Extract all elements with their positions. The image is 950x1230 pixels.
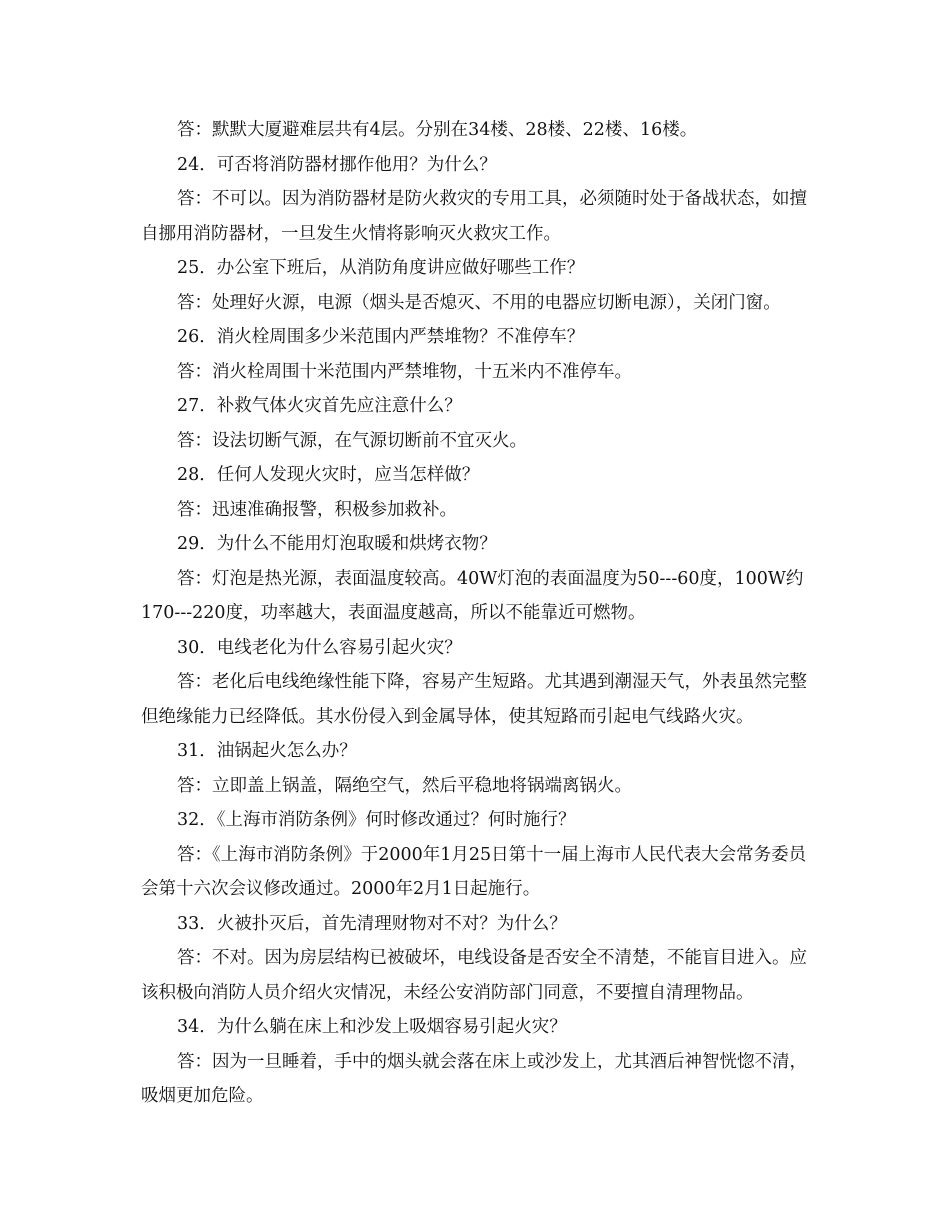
answer-paragraph: 答：默默大厦避难层共有4层。分别在34楼、28楼、22楼、16楼。 [177, 120, 698, 140]
document-body [141, 113, 821, 1114]
question-paragraph: 33．火被扑灭后，首先清理财物对不对？为什么？ [177, 913, 567, 934]
answer-paragraph: 答：老化后电线绝缘性能下降，容易产生短路。尤其遇到潮湿天气，外表虽然完整但绝缘能力已经降低。其水份侵入到金属导体，使其短路而引起电气线路火灾。 [141, 672, 807, 727]
question-paragraph: 30．电线老化为什么容易引起火灾？ [177, 637, 462, 658]
answer-paragraph: 答：迅速准确报警，积极参加救补。 [177, 499, 457, 520]
question-paragraph: 28．任何人发现火灾时，应当怎样做？ [177, 465, 480, 485]
answer-paragraph: 答：立即盖上锅盖，隔绝空气，然后平稳地将锅端离锅火。 [177, 775, 632, 796]
question-paragraph: 27．补救气体火灾首先应注意什么？ [177, 396, 462, 416]
question-paragraph: 26．消火栓周围多少米范围内严禁堆物？不准停车？ [177, 327, 585, 347]
question-paragraph: 24．可否将消防器材挪作他用？为什么？ [177, 154, 497, 175]
question-paragraph: 32．《上海市消防条例》何时修改通过？何时施行？ [177, 810, 576, 830]
answer-paragraph: 答：《上海市消防条例》于2000年1月25日第十一届上海市人民代表大会常务委员会第十六次会议修改通过。2000年2月1日起施行。 [141, 844, 807, 899]
question-paragraph: 31．油锅起火怎么办？ [177, 741, 357, 761]
question-paragraph: 25．办公室下班后，从消防角度讲应做好哪些工作？ [177, 258, 585, 278]
question-paragraph: 29．为什么不能用灯泡取暖和烘烤衣物？ [177, 534, 497, 554]
answer-paragraph: 答：灯泡是热光源，表面温度较高。40W灯泡的表面温度为50---60度，100W约170---220度，功率越大，表面温度越高，所以不能靠近可燃物。 [141, 568, 804, 623]
answer-paragraph: 答：不可以。因为消防器材是防火救灾的专用工具，必须随时处于备战状态，如擅自挪用消防器材，一旦发生火情将影响灭火救灾工作。 [141, 189, 807, 244]
question-paragraph: 34．为什么躺在床上和沙发上吸烟容易引起火灾？ [177, 1017, 567, 1037]
answer-paragraph: 答：不对。因为房层结构已被破坏，电线设备是否安全不清楚，不能盲目进入。应该积极向消防人员介绍火灾情况，未经公安消防部门同意，不要擅自清理物品。 [141, 948, 807, 1003]
answer-paragraph: 答：设法切断气源，在气源切断前不宜灭火。 [177, 430, 527, 451]
answer-paragraph: 答：处理好火源，电源（烟头是否熄灭、不用的电器应切断电源），关闭门窗。 [177, 292, 781, 313]
answer-paragraph: 答：消火栓周围十米范围内严禁堆物，十五米内不准停车。 [177, 361, 632, 382]
answer-paragraph: 答：因为一旦睡着，手中的烟头就会落在床上或沙发上，尤其酒后神智恍惚不清，吸烟更加危险。 [141, 1051, 807, 1106]
